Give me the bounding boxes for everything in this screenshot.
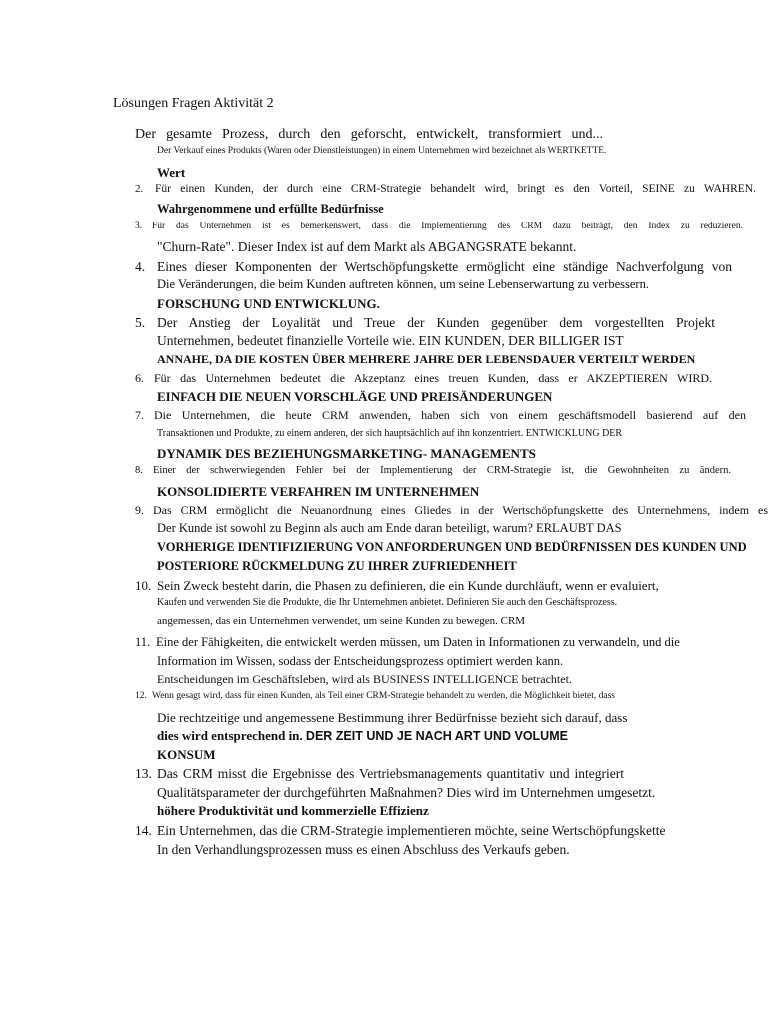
item-2-question: Für einen Kunden, der durch eine CRM-Strategie behandelt wird, bringt es den Vorteil, SEINE zu WAHREN. (155, 184, 756, 195)
item-2-answer: Wahrgenommene und erfüllte Bedürfnisse (157, 202, 384, 216)
item-9-answer-cont: POSTERIORE RÜCKMELDUNG ZU IHRER ZUFRIEDENHEIT (157, 559, 517, 573)
item-6-number: 6. (135, 371, 144, 385)
item-12-answer-cont: KONSUM (157, 747, 216, 762)
item-10-question-cont: Kaufen und verwenden Sie die Produkte, die Ihr Unternehmen anbietet. Definieren Sie auch den Geschäftsprozess. (157, 597, 618, 608)
item-5-question: Der Anstieg der Loyalität und Treue der Kunden gegenüber dem vorgestellten Projekt (157, 316, 715, 330)
item-3-number: 3. (135, 221, 143, 231)
item-8-answer: KONSOLIDIERTE VERFAHREN IM UNTERNEHMEN (157, 484, 480, 499)
item-13-number: 13. (135, 766, 152, 781)
item-12-question-cont: Die rechtzeitige und angemessene Bestimmung ihrer Bedürfnisse bezieht sich darauf, dass (157, 710, 628, 725)
item-14-number: 14. (135, 823, 152, 838)
item-4-number: 4. (135, 259, 146, 274)
document-title: Lösungen Fragen Aktivität 2 (113, 96, 274, 111)
item-7-question: Die Unternehmen, die heute CRM anwenden, haben sich von einem geschäftsmodell basierend auf den (154, 409, 746, 421)
item-5-answer: ANNAHE, DA DIE KOSTEN ÜBER MEHRERE JAHRE DER LEBENSDAUER VERTEILT WERDEN (157, 352, 696, 366)
item-7-number: 7. (135, 408, 144, 422)
item-5-question-cont: Unternehmen, bedeutet finanzielle Vorteile wie. EIN KUNDEN, DER BILLIGER IST (157, 333, 624, 348)
item-12-answer-prefix: dies wird entsprechend in. (157, 728, 303, 743)
item-6-question: Für das Unternehmen bedeutet die Akzeptanz eines treuen Kunden, dass er AKZEPTIEREN WIRD. (154, 372, 712, 384)
item-14-question-cont: In den Verhandlungsprozessen muss es einen Abschluss des Verkaufs geben. (157, 842, 570, 857)
item-7-answer: DYNAMIK DES BEZIEHUNGSMARKETING- MANAGEMENTS (157, 446, 536, 461)
item-4-question-cont: Die Veränderungen, die beim Kunden auftreten können, um seine Lebenserwartung zu verbessern. (157, 277, 649, 291)
item-1-question: Der gesamte Prozess, durch den geforscht, entwickelt, transformiert und... (135, 128, 603, 142)
item-12-answer-line (157, 729, 568, 743)
item-2-number: 2. (135, 183, 144, 195)
item-14-question: Ein Unternehmen, das die CRM-Strategie implementieren möchte, seine Wertschöpfungskette (157, 823, 666, 838)
item-12-question: Wenn gesagt wird, dass für einen Kunden, als Teil einer CRM-Strategie behandelt zu werden, die Möglichkeit bietet, dass (152, 691, 615, 701)
item-9-number: 9. (135, 503, 144, 517)
item-11-number: 11. (135, 635, 151, 649)
item-6-answer: EINFACH DIE NEUEN VORSCHLÄGE UND PREISÄNDERUNGEN (157, 389, 553, 404)
item-8-number: 8. (135, 465, 143, 476)
item-7-question-cont: Transaktionen und Produkte, zu einem anderen, der sich hauptsächlich auf ihn konzentriert. ENTWICKLUNG DER (157, 428, 623, 439)
item-12-number: 12. (135, 691, 147, 701)
item-1-answer: Wert (157, 165, 186, 180)
item-12-answer: DER ZEIT UND JE NACH ART UND VOLUME (305, 729, 568, 743)
item-9-question: Das CRM ermöglicht die Neuanordnung eines Gliedes in der Wertschöpfungskette des Unternehmens, indem es (153, 504, 768, 516)
item-11-question: Eine der Fähigkeiten, die entwickelt werden müssen, um Daten in Informationen zu verwandeln, und die (156, 635, 680, 649)
item-13-question-cont: Qualitätsparameter der durchgeführten Maßnahmen? Dies wird im Unternehmen umgesetzt. (157, 785, 656, 800)
item-10-number: 10. (135, 578, 152, 593)
item-4-answer: FORSCHUNG UND ENTWICKLUNG. (157, 296, 380, 311)
item-9-question-cont: Der Kunde ist sowohl zu Beginn als auch am Ende daran beteiligt, warum? ERLAUBT DAS (157, 521, 622, 535)
item-11-question-cont: Information im Wissen, sodass der Entscheidungsprozess optimiert werden kann. (157, 654, 564, 668)
item-10-question: Sein Zweck besteht darin, die Phasen zu definieren, die ein Kunde durchläuft, wenn er evaluiert, (157, 578, 659, 593)
item-3-question: Für das Unternehmen ist es bemerkenswert, dass die Implementierung des CRM dazu beiträgt, den Index zu reduzieren. (152, 222, 743, 231)
item-1-question-cont: Der Verkauf eines Produkts (Waren oder Dienstleistungen) in einem Unternehmen wird bezeichnet als WERTKETTE. (157, 146, 607, 156)
item-10-question-cont2: angemessen, das ein Unternehmen verwendet, um seine Kunden zu bewegen. CRM (157, 615, 526, 627)
item-3-question-cont: "Churn-Rate". Dieser Index ist auf dem Markt als ABGANGSRATE bekannt. (157, 239, 577, 254)
item-13-answer: höhere Produktivität und kommerzielle Effizienz (157, 803, 429, 818)
item-9-answer: VORHERIGE IDENTIFIZIERUNG VON ANFORDERUNGEN UND BEDÜRFNISSEN DES KUNDEN UND (157, 540, 747, 554)
item-11-question-cont2: Entscheidungen im Geschäftsleben, wird als BUSINESS INTELLIGENCE betrachtet. (157, 672, 572, 686)
item-4-question: Eines dieser Komponenten der Wertschöpfungskette ermöglicht eine ständige Nachverfolgung von (157, 260, 732, 274)
item-8-question: Einer der schwerwiegenden Fehler bei der Implementierung der CRM-Strategie ist, die Gewohnheiten zu ändern. (153, 466, 731, 476)
item-5-number: 5. (135, 315, 146, 330)
item-13-question: Das CRM misst die Ergebnisse des Vertriebsmanagements quantitativ und integriert (157, 767, 624, 781)
